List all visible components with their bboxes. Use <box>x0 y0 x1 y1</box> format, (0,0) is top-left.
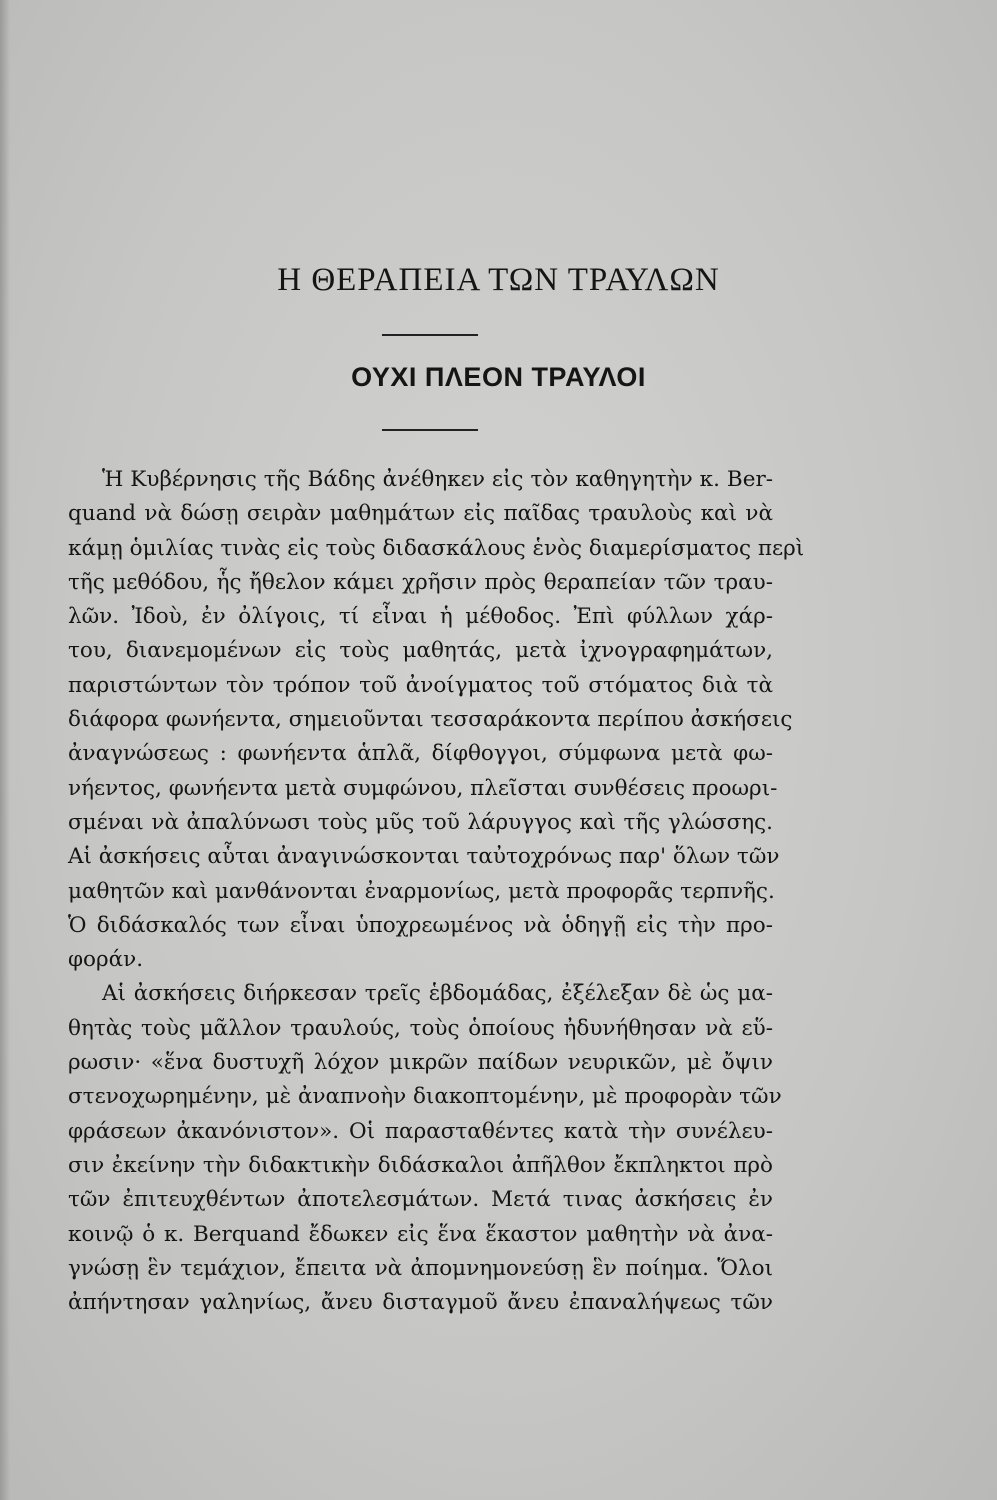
text-line: μαθητῶν καὶ μανθάνονται ἐναρμονίως, μετὰ προφορᾶς τερπνῆς. <box>68 878 775 904</box>
text-line: Αἱ ἀσκήσεις αὗται ἀναγινώσκονται ταὐτοχρόνως παρ' ὅλων τῶν <box>68 844 780 870</box>
text-line: σιν ἐκείνην τὴν διδακτικὴν διδάσκαλοι ἀπῆλθον ἔκπληκτοι πρὸ <box>68 1152 773 1178</box>
page-subtitle: ΟΥΧΙ ΠΛΕΟΝ ΤΡΑΥΛΟΙ <box>351 362 646 392</box>
text-line: λῶν. Ἰδοὺ, ἐν ὀλίγοις, τί εἶναι ἡ μέθοδος. Ἐπὶ φύλλων χάρ- <box>68 604 773 630</box>
text-line: στενοχωρημένην, μὲ ἀναπνοὴν διακοπτομένην, μὲ προφορὰν τῶν <box>68 1084 782 1110</box>
page-edge-shadow <box>0 0 10 1500</box>
text-line: τῆς μεθόδου, ἧς ἤθελον κάμει χρῆσιν πρὸς θεραπείαν τῶν τραυ- <box>68 569 773 595</box>
article-body <box>68 463 805 1320</box>
text-line: κοινῷ ὁ κ. Berquand ἔδωκεν εἰς ἕνα ἕκαστον μαθητὴν νὰ ἀνα- <box>68 1221 773 1247</box>
text-line: γνώσῃ ἓν τεμάχιον, ἔπειτα νὰ ἀπομνημονεύσῃ ἓν ποίημα. Ὅλοι <box>68 1255 773 1281</box>
text-line: του, διανεμομένων εἰς τοὺς μαθητάς, μετὰ ἰχνογραφημάτων, <box>68 638 773 664</box>
text-line: φράσεων ἀκανόνιστον». Οἱ παρασταθέντες κατὰ τὴν συνέλευ- <box>68 1118 773 1144</box>
subtitle-divider <box>382 429 478 431</box>
title-divider <box>382 334 478 336</box>
text-line: σμέναι νὰ ἀπαλύνωσι τοὺς μῦς τοῦ λάρυγγος καὶ τῆς γλώσσης. <box>68 809 773 835</box>
text-line: νήεντος, φωνήεντα μετὰ συμφώνου, πλεῖσται συνθέσεις προωρι- <box>68 775 778 801</box>
text-line: quand νὰ δώσῃ σειρὰν μαθημάτων εἰς παῖδας τραυλοὺς καὶ νὰ <box>68 501 773 527</box>
text-line: Ἡ Κυβέρνησις τῆς Βάδης ἀνέθηκεν εἰς τὸν καθηγητὴν κ. Ber- <box>102 467 773 492</box>
text-line: ἀπήντησαν γαληνίως, ἄνευ δισταγμοῦ ἄνευ ἐπαναλήψεως τῶν <box>68 1290 773 1316</box>
text-line: φοράν. <box>68 947 144 973</box>
text-line: θητὰς τοὺς μᾶλλον τραυλούς, τοὺς ὁποίους ἠδυνήθησαν νὰ εὕ- <box>68 1015 773 1041</box>
text-line: Αἱ ἀσκήσεις διήρκεσαν τρεῖς ἑβδομάδας, ἐξέλεξαν δὲ ὡς μα- <box>102 981 773 1007</box>
text-line: ρωσιν· «ἕνα δυστυχῆ λόχον μικρῶν παίδων νευρικῶν, μὲ ὄψιν <box>68 1050 773 1076</box>
text-line: τῶν ἐπιτευχθέντων ἀποτελεσμάτων. Μετά τινας ἀσκήσεις ἐν <box>68 1187 773 1213</box>
text-line: ἀναγνώσεως : φωνήεντα ἁπλᾶ, δίφθογγοι, σύμφωνα μετὰ φω- <box>68 741 773 767</box>
text-line: διάφορα φωνήεντα, σημειοῦνται τεσσαράκοντα περίπου ἀσκήσεις <box>68 707 793 733</box>
text-line: κάμῃ ὁμιλίας τινὰς εἰς τοὺς διδασκάλους ἑνὸς διαμερίσματος περὶ <box>68 535 805 561</box>
text-line: παριστώντων τὸν τρόπον τοῦ ἀνοίγματος τοῦ στόματος διὰ τὰ <box>68 672 773 698</box>
text-line: Ὁ διδάσκαλός των εἶναι ὑποχρεωμένος νὰ ὁδηγῇ εἰς τὴν προ- <box>68 912 773 938</box>
page-title: Η ΘΕΡΑΠΕΙΑ ΤΩΝ ΤΡΑΥΛΩΝ <box>277 262 720 298</box>
